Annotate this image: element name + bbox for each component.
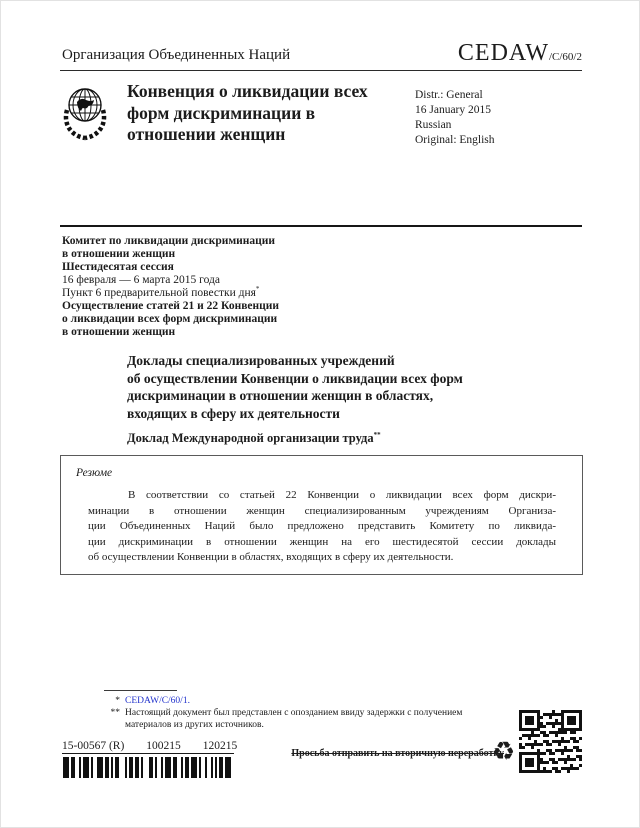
footnote-2-marker: ** — [110, 708, 120, 718]
recycle-text: Просьба отправить на вторичную переработку — [291, 748, 504, 759]
footnote-1-link[interactable]: CEDAW/C/60/1. — [125, 696, 190, 706]
footnote-2-text — [125, 707, 462, 731]
language-line: Russian — [415, 119, 452, 131]
agenda-item-title-line: о ликвидации всех форм дискриминации — [62, 313, 278, 325]
convention-title-line: отношении женщин — [127, 124, 286, 144]
footnote-1-marker: * — [115, 696, 120, 706]
subtitle-footnote-marker: ** — [373, 430, 381, 439]
agenda-item-title-line: в отношении женщин — [62, 326, 176, 338]
summary-line: ции Объединенных Наций было предложено представить Комитету по ликвида- — [88, 520, 556, 532]
qr-code — [519, 710, 582, 778]
job-number-line — [62, 740, 238, 754]
document-title-line: дискриминации в отношении женщин в областях, — [127, 388, 434, 403]
original-line: Original: English — [415, 134, 495, 146]
footnote-separator — [104, 690, 177, 691]
document-title-line: Доклады специализированных учреждений — [127, 353, 395, 368]
summary-body — [88, 488, 556, 566]
convention-title-line: форм дискриминации в — [127, 102, 316, 123]
summary-line: минации в отношении женщин специализированным учреждениям Организа- — [88, 504, 556, 517]
convention-title — [127, 81, 368, 146]
date-line: 16 January 2015 — [415, 104, 492, 116]
footnote-2-line: Настоящий документ был представлен с опозданием ввиду задержки с получением — [125, 708, 463, 718]
agenda-item-text: Пункт 6 предварительной повестки дня — [62, 287, 256, 299]
summary-line: ции дискриминации в отношении женщин на его шестидесятой сессии доклады — [88, 535, 556, 548]
document-title-line: об осуществлении Конвенции о ликвидации всех форм — [127, 370, 463, 386]
committee-block — [62, 235, 279, 339]
qr-svg — [519, 710, 582, 773]
session-dates: 16 февраля — 6 марта 2015 года — [62, 274, 220, 286]
un-emblem-icon — [57, 80, 113, 147]
recycle-icon: ♻ — [492, 737, 516, 767]
agenda-item-line — [62, 287, 279, 300]
doc-symbol-suffix: /C/60/2 — [548, 51, 582, 63]
barcode — [62, 757, 234, 783]
document-title-line: входящих в сферу их деятельности — [127, 405, 340, 421]
job-number: 15-00567 (R) — [62, 740, 125, 752]
subtitle-text: Доклад Международной организации труда — [127, 431, 374, 445]
document-subtitle — [127, 431, 381, 446]
doc-symbol-main: CEDAW — [457, 40, 549, 66]
agenda-footnote-marker: * — [255, 285, 260, 294]
convention-title-line: Конвенция о ликвидации всех — [127, 81, 368, 101]
header-rule — [60, 70, 582, 71]
session-line: Шестидесятая сессия — [62, 261, 174, 273]
footnotes — [90, 695, 510, 731]
committee-name-line: Комитет по ликвидации дискриминации — [62, 235, 276, 247]
footer-code-2: 120215 — [202, 740, 238, 752]
org-name: Организация Объединенных Наций — [62, 47, 291, 63]
agenda-item-title-line: Осуществление статей 21 и 22 Конвенции — [62, 300, 280, 312]
footer-code-1: 100215 — [146, 740, 181, 752]
doc-symbol — [458, 40, 582, 67]
summary-line: об осуществлении Конвенции в областях, входящих в сферу их деятельности. — [88, 551, 454, 563]
footnote-2 — [90, 707, 510, 731]
committee-name-line: в отношении женщин — [62, 248, 176, 260]
document-title — [127, 352, 463, 422]
footnote-1 — [90, 695, 510, 707]
masthead-rule — [60, 225, 582, 227]
distribution-block — [415, 88, 495, 148]
barcode-svg — [62, 757, 234, 778]
distr-line: Distr.: General — [415, 89, 483, 101]
footnote-2-line: материалов из других источников. — [125, 720, 264, 730]
summary-heading: Резюме — [76, 467, 113, 479]
summary-line: В соответствии со статьей 22 Конвенции о ликвидации всех форм дискри- — [128, 489, 556, 501]
